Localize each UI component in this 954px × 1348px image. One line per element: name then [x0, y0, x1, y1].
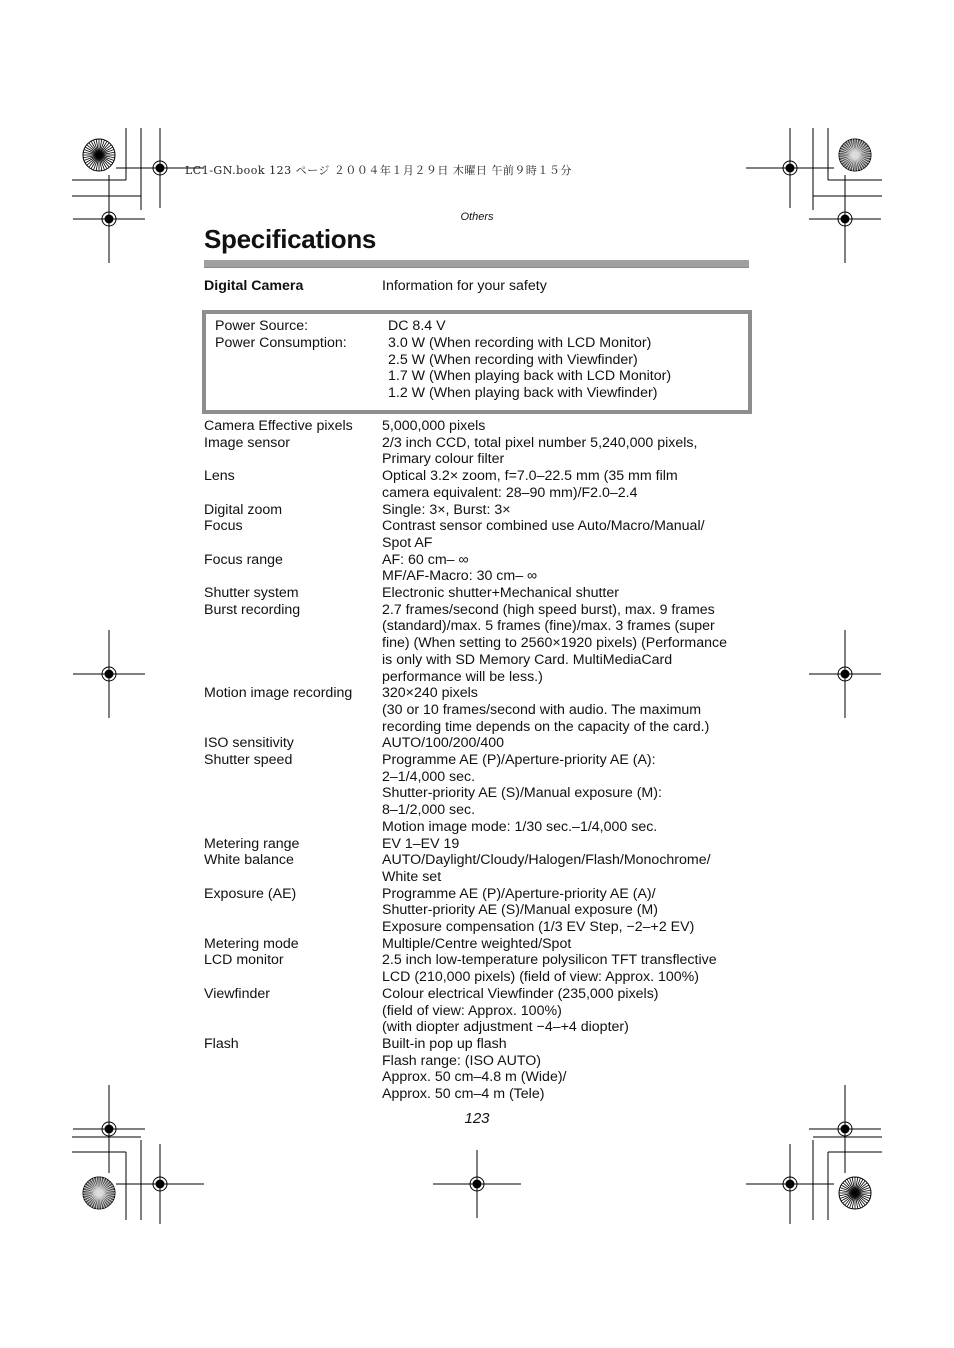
spec-line: 320×240 pixels [382, 685, 478, 702]
spec-line: Shutter-priority AE (S)/Manual exposure (M): [382, 785, 662, 802]
spec-line: camera equivalent: 28–90 mm)/F2.0–2.4 [382, 484, 638, 501]
spec-line: Programme AE (P)/Aperture-priority AE (A)/ [382, 885, 656, 902]
spec-line: Colour electrical Viewfinder (235,000 pixels) [382, 985, 659, 1002]
spec-label: White balance [204, 852, 294, 869]
registration-crosshair [116, 1144, 204, 1224]
spec-value [382, 518, 705, 551]
spec-label: Image sensor [204, 434, 290, 451]
spec-line: (standard)/max. 5 frames (fine)/max. 3 frames (super [382, 618, 715, 635]
spec-line: 2.5 W (When recording with Viewfinder) [388, 351, 638, 368]
spec-label: Power Source: [215, 318, 309, 334]
spec-line: is only with SD Memory Card. MultiMediaCard [382, 651, 673, 668]
spec-line: performance will be less.) [382, 668, 543, 685]
spec-value [382, 936, 571, 953]
spec-value [382, 418, 485, 435]
spec-value [382, 468, 678, 501]
spec-value [382, 685, 709, 735]
spec-value [382, 886, 694, 936]
spec-label: Lens [204, 468, 235, 485]
spec-label: Motion image recording [204, 685, 353, 702]
spec-label: Metering range [204, 835, 300, 852]
spec-label: ISO sensitivity [204, 735, 294, 752]
spec-value [382, 836, 459, 853]
spec-label: Digital zoom [204, 501, 283, 518]
spec-line: 2.5 inch low-temperature polysilicon TFT transflective [382, 952, 717, 969]
registration-rosette [839, 139, 871, 171]
spec-line: 3.0 W (When recording with LCD Monitor) [388, 335, 652, 351]
registration-crosshair [73, 1085, 145, 1173]
spec-line: 1.7 W (When playing back with LCD Monitor) [388, 368, 672, 385]
spec-value [388, 318, 446, 335]
spec-label: Burst recording [204, 601, 301, 618]
spec-line: 2/3 inch CCD, total pixel number 5,240,000 pixels, [382, 434, 698, 451]
spec-line: Multiple/Centre weighted/Spot [382, 935, 572, 952]
spec-line: Exposure compensation (1/3 EV Step, −2–+2 EV) [382, 919, 695, 935]
spec-label: Camera Effective pixels [204, 418, 353, 434]
spec-label: Flash [204, 1035, 239, 1052]
registration-rosette [83, 1177, 115, 1209]
spec-label: Shutter speed [204, 752, 293, 768]
registration-crosshair [433, 1150, 521, 1218]
spec-value [382, 735, 504, 752]
spec-label: Exposure (AE) [204, 885, 297, 902]
spec-value [382, 502, 511, 519]
spec-line: 2.7 frames/second (high speed burst), max. 9 frames [382, 601, 715, 618]
spec-label: Focus range [204, 551, 283, 568]
page-title: Specifications [204, 224, 377, 254]
spec-value [382, 986, 659, 1036]
spec-line: fine) (When setting to 2560×1920 pixels) (Performance [382, 635, 728, 652]
print-header-slug: LC1-GN.book 123 ページ ２００４年１月２９日 木曜日 午前９時１５分 [185, 164, 572, 177]
safety-info-box [202, 310, 752, 414]
spec-line: (field of view: Approx. 100%) [382, 1002, 562, 1019]
spec-line: 5,000,000 pixels [382, 418, 486, 434]
registration-crosshair [809, 1085, 881, 1173]
spec-line: EV 1–EV 19 [382, 835, 460, 852]
spec-label: Metering mode [204, 935, 299, 952]
spec-line: Contrast sensor combined use Auto/Macro/Manual/ [382, 518, 705, 535]
spec-line: Flash range: (ISO AUTO) [382, 1052, 542, 1069]
spec-label: Shutter system [204, 585, 299, 601]
registration-crosshair [746, 1144, 834, 1224]
page-number: 123 [464, 1110, 490, 1127]
spec-line: 1.2 W (When playing back with Viewfinder) [388, 385, 658, 402]
spec-line: Approx. 50 cm–4.8 m (Wide)/ [382, 1069, 567, 1086]
spec-line: AF: 60 cm– ∞ [382, 551, 469, 568]
spec-line: Electronic shutter+Mechanical shutter [382, 585, 619, 601]
spec-label: Focus [204, 518, 243, 535]
spec-value [382, 585, 619, 602]
spec-line: (with diopter adjustment −4–+4 diopter) [382, 1019, 629, 1036]
registration-crosshair [809, 630, 881, 718]
title-rule [204, 260, 749, 268]
intro-label: Digital Camera [204, 278, 304, 294]
spec-line: Primary colour filter [382, 451, 505, 468]
spec-line: AUTO/100/200/400 [382, 735, 504, 752]
spec-line: Spot AF [382, 534, 433, 551]
spec-value [382, 952, 717, 985]
spec-label: LCD monitor [204, 952, 284, 969]
registration-crosshair [73, 630, 145, 718]
spec-line: Single: 3×, Burst: 3× [382, 501, 511, 518]
intro-value: Information for your safety [382, 278, 547, 294]
spec-line: MF/AF-Macro: 30 cm– ∞ [382, 568, 538, 585]
spec-line: White set [382, 868, 442, 885]
spec-line: Shutter-priority AE (S)/Manual exposure (M) [382, 902, 658, 919]
spec-value [382, 752, 662, 836]
spec-value [382, 1036, 567, 1103]
spec-value [382, 552, 537, 585]
spec-line: 2–1/4,000 sec. [382, 768, 476, 785]
spec-value [382, 602, 727, 686]
spec-line: LCD (210,000 pixels) (field of view: Approx. 100%) [382, 969, 700, 986]
spec-line: Approx. 50 cm–4 m (Tele) [382, 1086, 545, 1102]
spec-label: Viewfinder [204, 985, 270, 1002]
spec-line: 8–1/2,000 sec. [382, 802, 476, 819]
spec-line: Built-in pop up flash [382, 1035, 507, 1052]
spec-line: (30 or 10 frames/second with audio. The maximum [382, 701, 702, 718]
registration-rosette [839, 1177, 871, 1209]
spec-line: Motion image mode: 1/30 sec.–1/4,000 sec. [382, 818, 658, 835]
spec-line: recording time depends on the capacity of the card.) [382, 718, 710, 735]
spec-value [382, 852, 711, 885]
registration-rosette [83, 139, 115, 171]
spec-value [382, 435, 697, 468]
spec-label: Power Consumption: [215, 335, 347, 351]
section-label: Others [460, 211, 494, 223]
spec-value [388, 335, 671, 402]
spec-line: DC 8.4 V [388, 318, 446, 334]
spec-line: Optical 3.2× zoom, f=7.0–22.5 mm (35 mm film [382, 468, 678, 485]
spec-line: AUTO/Daylight/Cloudy/Halogen/Flash/Monochrome/ [382, 852, 711, 869]
spec-line: Programme AE (P)/Aperture-priority AE (A): [382, 752, 656, 768]
